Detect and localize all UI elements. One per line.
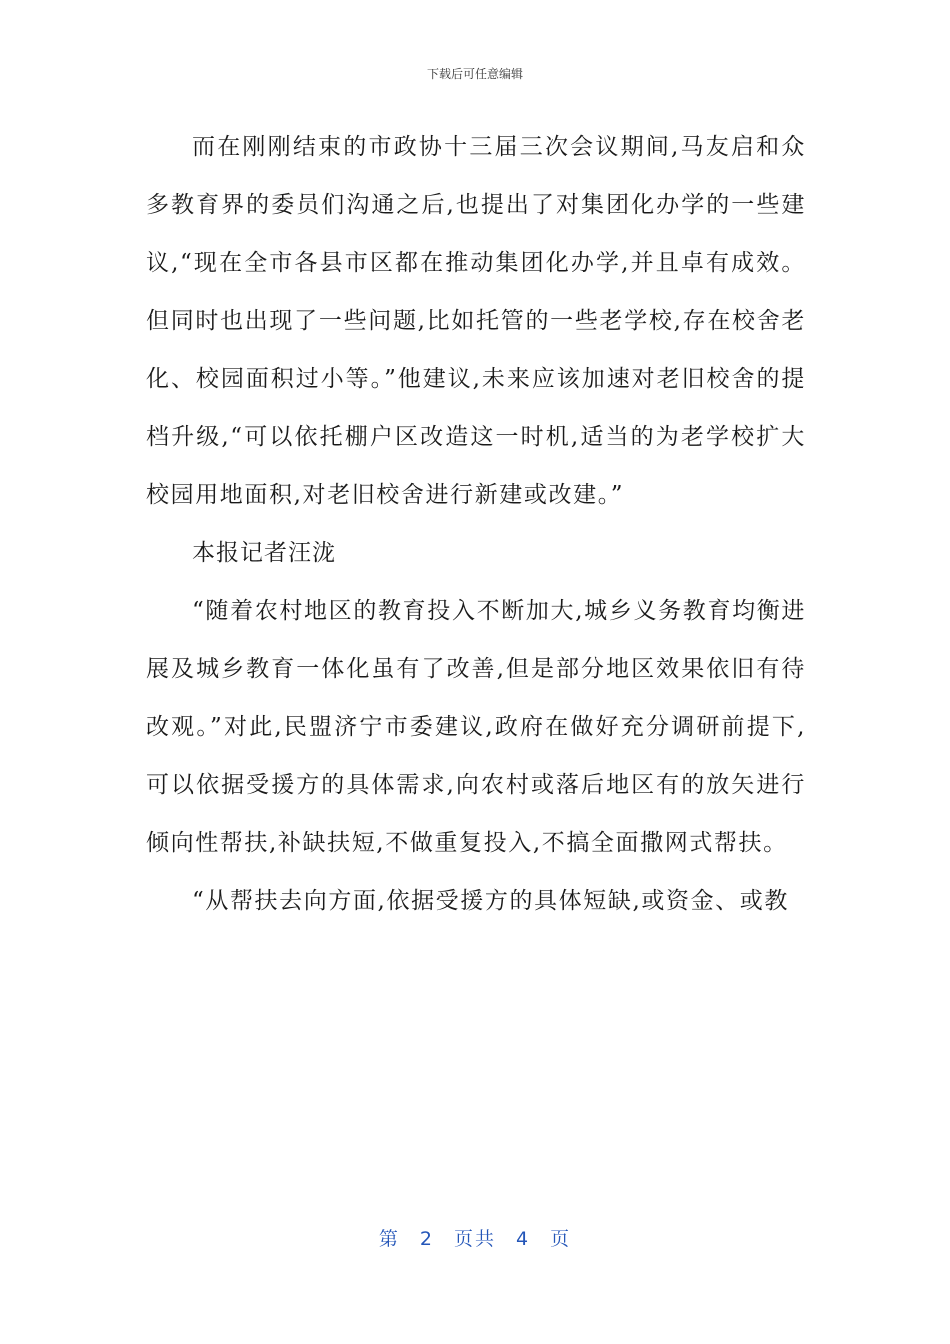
page-header-note: 下载后可任意编辑 <box>426 67 523 81</box>
document-body <box>146 118 806 930</box>
paragraph-3: “从帮扶去向方面,依据受援方的具体短缺,或资金、或教 <box>192 888 789 914</box>
paragraph-2: “随着农村地区的教育投入不断加大,城乡义务教育均衡进展及城乡教育一体化虽有了改善,但是部分地区效果依旧有待改观。”对此,民盟济宁市委建议,政府在做好充分调研前提下,可以依据受援方的具体需求,向农村或落后地区有的放矢进行倾向性帮扶,补缺扶短,不做重复投入,不搞全面撒网式帮扶。 <box>146 598 806 856</box>
paragraph-1: 而在刚刚结束的市政协十三届三次会议期间,马友启和众多教育界的委员们沟通之后,也提出了对集团化办学的一些建议,“现在全市各县市区都在推动集团化办学,并且卓有成效。但同时也出现了一些问题,比如托管的一些老学校,存在校舍老化、校园面积过小等。”他建议,未来应该加速对老旧校舍的提档升级,“可以依托棚户区改造这一时机,适当的为老学校扩大校园用地面积,对老旧校舍进行新建或改建。” <box>146 134 806 508</box>
page-number-footer: 第 2 页共 4 页 <box>378 1228 572 1250</box>
paragraph-byline: 本报记者汪泷 <box>192 540 336 566</box>
